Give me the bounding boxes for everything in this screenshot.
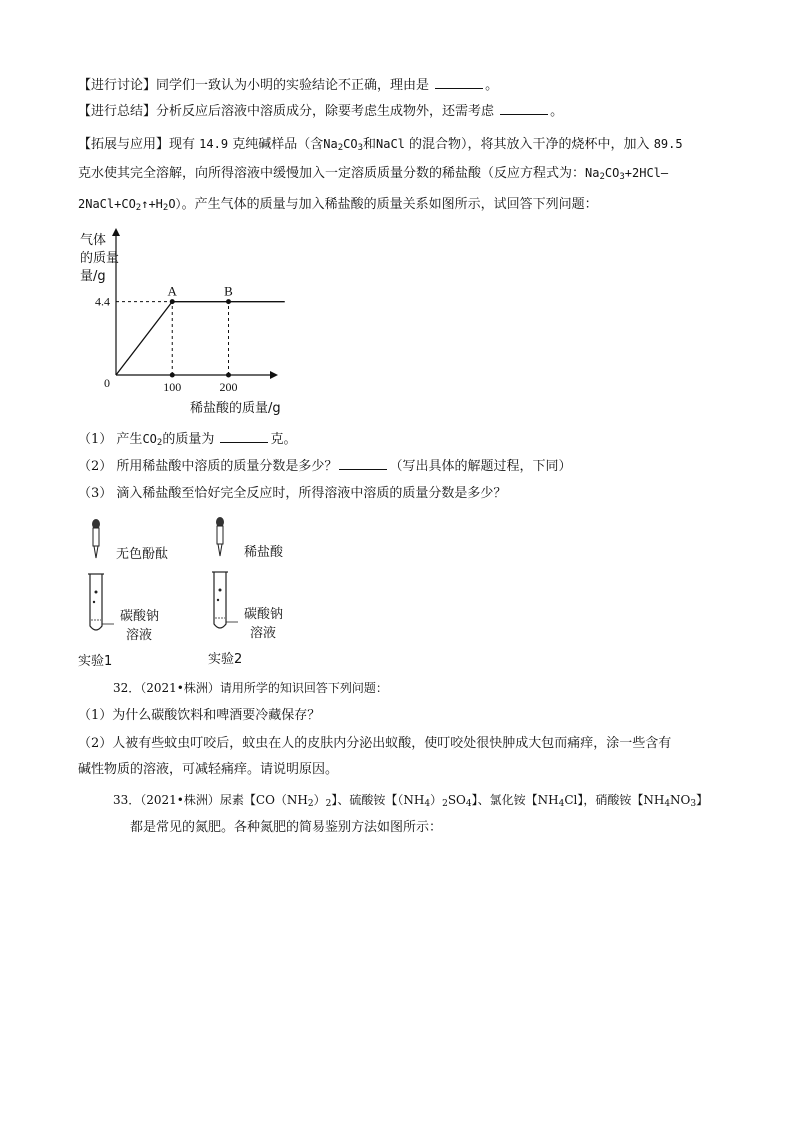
formula-nacl: NaCl [376, 137, 405, 151]
data-point [170, 299, 175, 304]
x-tick-label: 100 [163, 380, 182, 394]
dropper-icon [92, 519, 100, 558]
test-tube-icon [212, 572, 238, 628]
summary-end: 。 [550, 104, 564, 119]
experiment-2 [208, 517, 284, 667]
q32-part-1: （1）为什么碳酸饮料和啤酒要冷藏保存？ [78, 708, 321, 723]
q33-line-2: 都是常见的氮肥。各种氮肥的简易鉴别方法如图所示： [130, 820, 443, 835]
q2-text: 所用稀盐酸中溶质的质量分数是多少？ [116, 459, 338, 474]
exp1-caption: 实验1 [78, 654, 113, 669]
extension-line-2 [78, 163, 668, 184]
discussion-answer-blank[interactable] [435, 76, 483, 89]
summary-line [78, 102, 563, 122]
question-2 [78, 457, 571, 477]
q1-number: （1） [78, 432, 113, 447]
y-tick-label: 4.4 [95, 294, 110, 309]
summary-tag: 【进行总结】 [78, 104, 157, 119]
experiment-1 [78, 519, 168, 669]
equation-part-1: $Na_2CO_3+2HCl—$ [585, 166, 669, 182]
ext-text: 。产生气体的质量与加入稀盐酸的质量关系如图所示，试回答下列问题： [181, 197, 598, 212]
y-axis-label: 的质量 [80, 251, 120, 266]
q33-header: 33．（2021•株洲）尿素【$CO(NH_2)_2$】、硫酸铵【$(NH_4)_2SO_4$】、氯化铵【$NH_4Cl$】，硝酸铵【$NH_4NO_3$】 [113, 793, 709, 809]
q2-number: （2） [78, 459, 113, 474]
ext-text: 克纯碱样品（含 [232, 137, 324, 152]
q1-text: 产生 [116, 432, 143, 447]
gas-mass-chart [70, 222, 300, 422]
y-axis-label: 量/g [80, 269, 106, 284]
discussion-tag: 【进行讨论】 [78, 78, 157, 93]
discussion-text: 同学们一致认为小明的实验结论不正确，理由是 [156, 78, 430, 93]
test-tube-icon [88, 574, 114, 630]
q3-number: （3） [78, 486, 113, 501]
q3-text: 滴入稀盐酸至恰好完全反应时，所得溶液中溶质的质量分数是多少？ [116, 486, 507, 501]
formula-co2: $CO_2$ [142, 432, 163, 448]
ext-text: 的混合物），将其放入干净的烧杯中，加入 [409, 137, 650, 152]
point-label: B [224, 283, 233, 299]
q32-header: 32．（2021•株洲）请用所学的知识回答下列问题： [113, 681, 388, 695]
ext-text: 和 [362, 137, 376, 152]
question-1 [78, 429, 296, 450]
x-tick-label: 200 [219, 380, 238, 394]
x-axis-label: 稀盐酸的质量/g [190, 401, 281, 416]
exp1-dropper-label: 无色酚酞 [116, 547, 169, 562]
formula-na2co3: $Na_2CO_3$ [323, 137, 363, 153]
q2-note: （写出具体的解题过程，下同） [389, 459, 572, 474]
point-label: A [167, 283, 177, 299]
extension-line-1 [78, 134, 683, 155]
q32-part-2-line-2: 碱性物质的溶液，可减轻痛痒。请说明原因。 [78, 762, 339, 777]
extension-tag: 【拓展与应用】 [78, 137, 170, 152]
origin-label: 0 [104, 376, 110, 390]
extension-line-3 [78, 194, 598, 215]
y-axis-label: 气体 [80, 233, 107, 248]
discussion-line [78, 76, 498, 96]
q32-part-2-line-1: （2）人被有些蚊虫叮咬后，蚊虫在人的皮肤内分泌出蚁酸，使叮咬处很快肿成大包而痛痒，涂一些含有 [78, 736, 672, 751]
exp2-tube-label-1: 碳酸钠 [244, 607, 284, 622]
discussion-end: 。 [485, 78, 499, 93]
equation-part-2: $2NaCl+CO_2↑+H_2O$） [78, 197, 182, 213]
exp1-tube-label-1: 碳酸钠 [120, 609, 160, 624]
series-line [116, 302, 285, 375]
exp1-tube-label-2: 溶液 [126, 628, 153, 643]
q1-text: 克。 [270, 432, 297, 447]
exp2-tube-label-2: 溶液 [250, 626, 277, 641]
summary-answer-blank[interactable] [500, 102, 548, 115]
data-point [226, 299, 231, 304]
q1-text: 的质量为 [162, 432, 215, 447]
question-3 [78, 484, 506, 504]
ext-text: 克水使其完全溶解，向所得溶液中缓慢加入一定溶质质量分数的稀盐酸（反应方程式为： [78, 166, 586, 181]
ext-text: 现有 [169, 137, 196, 152]
experiment-figures [74, 512, 314, 672]
dropper-icon [216, 517, 224, 556]
exp2-caption: 实验2 [208, 652, 243, 667]
x-tick-point [170, 373, 175, 378]
q2-answer-blank[interactable] [339, 457, 387, 470]
exp2-dropper-label: 稀盐酸 [244, 545, 284, 560]
summary-text: 分析反应后溶液中溶质成分，除要考虑生成物外，还需考虑 [156, 104, 495, 119]
water-mass: 89.5 [653, 137, 683, 151]
q1-answer-blank[interactable] [220, 430, 268, 443]
sample-mass: 14.9 [199, 137, 229, 151]
x-tick-point [226, 373, 231, 378]
